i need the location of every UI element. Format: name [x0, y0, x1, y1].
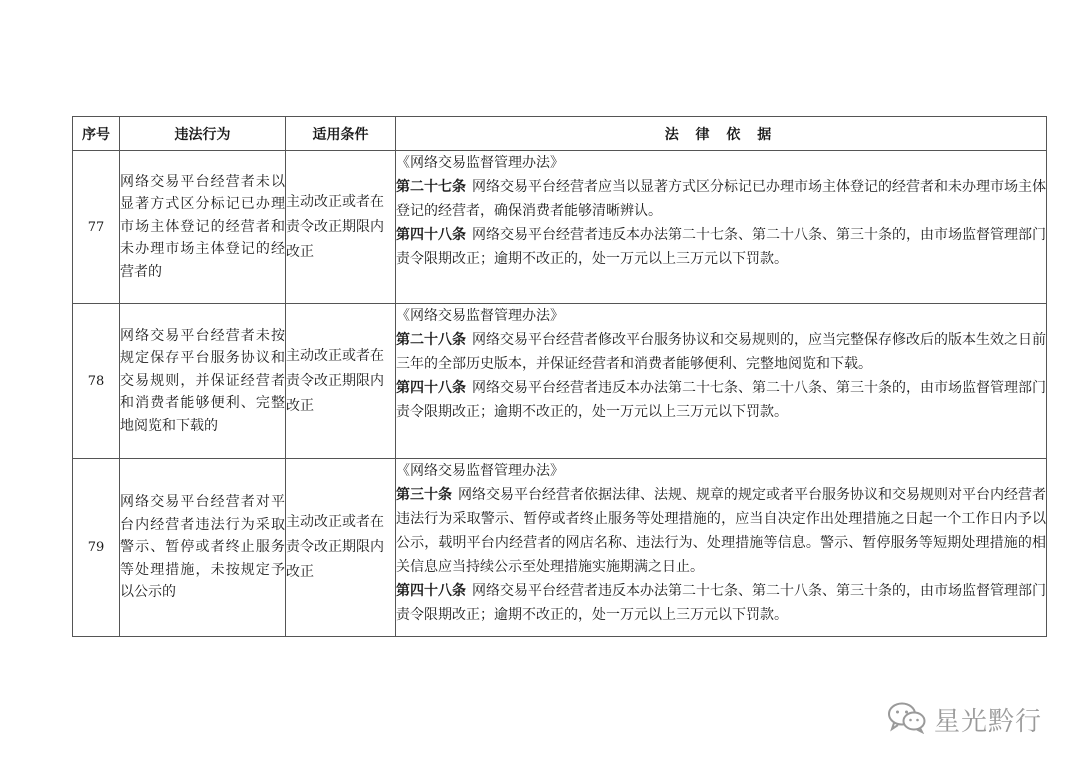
header-basis: 法 律 依 据: [396, 117, 1047, 151]
law-clause: [396, 483, 1046, 579]
article-text: 网络交易平台经营者应当以显著方式区分标记已办理市场主体登记的经营者和未办理市场主体登记的经营者，确保消费者能够清晰辨认。: [396, 179, 1046, 219]
table-row: [73, 151, 1047, 304]
row-number: 77: [73, 151, 120, 304]
watermark-text: 星光黔行: [934, 706, 1043, 737]
article-text: 网络交易平台经营者违反本办法第二十七条、第二十八条、第三十条的，由市场监督管理部门责令限期改正；逾期不改正的，处一万元以上三万元以下罚款。: [396, 380, 1046, 420]
condition-cell: 主动改正或者在责令改正期限内改正: [286, 151, 396, 304]
law-clause: [396, 579, 1046, 627]
article-text: 网络交易平台经营者违反本办法第二十七条、第二十八条、第三十条的，由市场监督管理部门责令限期改正；逾期不改正的，处一万元以上三万元以下罚款。: [396, 227, 1046, 267]
law-enforcement-table: [72, 116, 1047, 637]
article-number: 第四十八条: [396, 227, 466, 243]
article-number: 第二十七条: [396, 179, 466, 195]
condition-cell: 主动改正或者在责令改正期限内改正: [286, 459, 396, 637]
row-number: 78: [73, 304, 120, 459]
law-title: 《网络交易监督管理办法》: [396, 463, 564, 479]
header-condition: 适用条件: [286, 117, 396, 151]
violation-cell: 网络交易平台经营者未按规定保存平台服务协议和交易规则，并保证经营者和消费者能够便利、完整地阅览和下载的: [120, 304, 286, 459]
violation-cell: 网络交易平台经营者未以显著方式区分标记已办理市场主体登记的经营者和未办理市场主体登记的经营者的: [120, 151, 286, 304]
article-text: 网络交易平台经营者依据法律、法规、规章的规定或者平台服务协议和交易规则对平台内经营者违法行为采取警示、暂停或者终止服务等处理措施的，应当自决定作出处理措施之日起一个工作日内予以公示，载明平台内经营者的网店名称、违法行为、处理措施等信息。警示、暂停服务等短期处理措施的相关信息应当持续公示至处理措施实施期满之日止。: [396, 487, 1046, 575]
article-number: 第四十八条: [396, 380, 466, 396]
condition-cell: 主动改正或者在责令改正期限内改正: [286, 304, 396, 459]
watermark: [886, 700, 1042, 738]
law-clause: [396, 223, 1046, 271]
table-header-row: [73, 117, 1047, 151]
article-text: 网络交易平台经营者修改平台服务协议和交易规则的，应当完整保存修改后的版本生效之日前三年的全部历史版本，并保证经营者和消费者能够便利、完整地阅览和下载。: [396, 332, 1046, 372]
header-number: 序号: [73, 117, 120, 151]
violation-cell: 网络交易平台经营者对平台内经营者违法行为采取警示、暂停或者终止服务等处理措施，未按规定予以公示的: [120, 459, 286, 637]
header-violation: 违法行为: [120, 117, 286, 151]
law-clause: [396, 328, 1046, 376]
table-row: [73, 304, 1047, 459]
table-row: [73, 459, 1047, 637]
article-text: 网络交易平台经营者违反本办法第二十七条、第二十八条、第三十条的，由市场监督管理部门责令限期改正；逾期不改正的，处一万元以上三万元以下罚款。: [396, 583, 1046, 623]
row-number: 79: [73, 459, 120, 637]
article-number: 第二十八条: [396, 332, 466, 348]
article-number: 第四十八条: [396, 583, 466, 599]
basis-cell: [396, 459, 1047, 637]
law-clause: [396, 175, 1046, 223]
basis-cell: [396, 151, 1047, 304]
law-clause: [396, 376, 1046, 424]
basis-cell: [396, 304, 1047, 459]
wechat-icon: [886, 700, 928, 738]
article-number: 第三十条: [396, 487, 452, 503]
law-title: 《网络交易监督管理办法》: [396, 308, 564, 324]
law-title: 《网络交易监督管理办法》: [396, 155, 564, 171]
